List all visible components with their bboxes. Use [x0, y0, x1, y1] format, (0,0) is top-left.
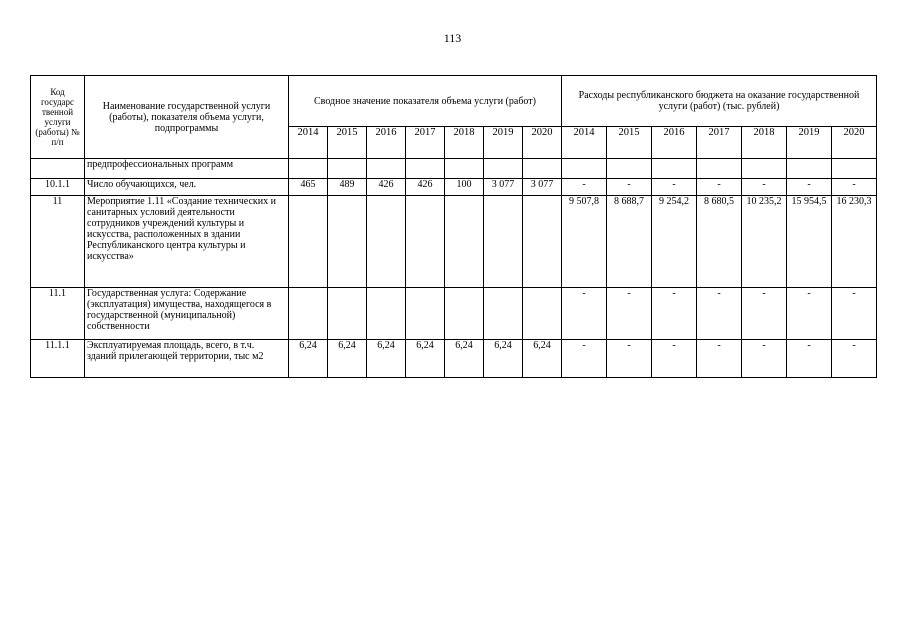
volume-year-header: 2018 [445, 127, 484, 159]
expenses-cell [607, 159, 652, 179]
expenses-year-header: 2017 [697, 127, 742, 159]
volume-cell [406, 288, 445, 340]
row-code: 11 [31, 196, 85, 288]
header-code: Код государс твенной услуги (работы) № п/п [31, 76, 85, 159]
volume-cell: 426 [406, 179, 445, 196]
volume-cell [328, 196, 367, 288]
volume-cell [289, 159, 328, 179]
expenses-cell [697, 159, 742, 179]
row-name: Государственная услуга: Содержание (эксплуатация) имущества, находящегося в государственной (муниципальной) собственности [85, 288, 289, 340]
expenses-cell: 15 954,5 [787, 196, 832, 288]
volume-cell [445, 196, 484, 288]
volume-cell: 465 [289, 179, 328, 196]
expenses-cell: - [742, 288, 787, 340]
row-code: 11.1 [31, 288, 85, 340]
volume-cell [328, 159, 367, 179]
expenses-cell: - [652, 340, 697, 378]
expenses-cell [832, 159, 877, 179]
volume-cell [289, 288, 328, 340]
expenses-cell: - [742, 340, 787, 378]
expenses-year-header: 2020 [832, 127, 877, 159]
header-expenses-group: Расходы республиканского бюджета на оказание государственной услуги (работ) (тыс. рублей) [562, 76, 877, 127]
table-row [31, 196, 877, 288]
expenses-cell: 8 688,7 [607, 196, 652, 288]
volume-cell [445, 159, 484, 179]
volume-cell [484, 159, 523, 179]
expenses-year-header: 2019 [787, 127, 832, 159]
expenses-cell [787, 159, 832, 179]
volume-year-header: 2020 [523, 127, 562, 159]
volume-year-header: 2015 [328, 127, 367, 159]
volume-cell: 426 [367, 179, 406, 196]
row-name: предпрофессиональных программ [85, 159, 289, 179]
volume-year-header: 2016 [367, 127, 406, 159]
volume-cell: 100 [445, 179, 484, 196]
expenses-cell: - [652, 288, 697, 340]
expenses-cell: - [832, 179, 877, 196]
expenses-cell: 16 230,3 [832, 196, 877, 288]
expenses-cell: - [697, 288, 742, 340]
services-table [30, 75, 877, 378]
volume-cell: 3 077 [484, 179, 523, 196]
volume-year-header: 2019 [484, 127, 523, 159]
table-row [31, 179, 877, 196]
volume-cell: 3 077 [523, 179, 562, 196]
expenses-year-header: 2018 [742, 127, 787, 159]
volume-cell [523, 196, 562, 288]
volume-cell: 6,24 [484, 340, 523, 378]
table-row [31, 340, 877, 378]
volume-cell [523, 159, 562, 179]
row-code: 10.1.1 [31, 179, 85, 196]
expenses-cell: - [787, 340, 832, 378]
volume-cell [367, 196, 406, 288]
expenses-cell: 9 254,2 [652, 196, 697, 288]
expenses-cell: - [562, 179, 607, 196]
expenses-cell: - [787, 179, 832, 196]
volume-year-header: 2014 [289, 127, 328, 159]
volume-cell [367, 159, 406, 179]
row-name: Эксплуатируемая площадь, всего, в т.ч. зданий прилегающей территории, тыс м2 [85, 340, 289, 378]
expenses-cell: 9 507,8 [562, 196, 607, 288]
expenses-cell: - [562, 288, 607, 340]
volume-cell: 6,24 [445, 340, 484, 378]
volume-cell [484, 288, 523, 340]
expenses-cell: 10 235,2 [742, 196, 787, 288]
expenses-cell: - [607, 288, 652, 340]
expenses-cell: - [832, 288, 877, 340]
volume-cell [367, 288, 406, 340]
volume-cell [406, 159, 445, 179]
volume-year-header: 2017 [406, 127, 445, 159]
volume-cell [406, 196, 445, 288]
row-name: Мероприятие 1.11 «Создание технических и санитарных условий деятельности сотрудников учреждений культуры и искусства, расположенных в здании Республиканского центра культуры и искусства» [85, 196, 289, 288]
row-code [31, 159, 85, 179]
expenses-year-header: 2016 [652, 127, 697, 159]
volume-cell [289, 196, 328, 288]
expenses-cell: - [832, 340, 877, 378]
volume-cell: 6,24 [328, 340, 367, 378]
volume-cell: 6,24 [406, 340, 445, 378]
volume-cell [328, 288, 367, 340]
expenses-cell: - [562, 340, 607, 378]
expenses-cell: - [652, 179, 697, 196]
header-name: Наименование государственной услуги (работы), показателя объема услуги, подпрограммы [85, 76, 289, 159]
volume-cell [445, 288, 484, 340]
page-number: 113 [443, 31, 462, 45]
table-row [31, 159, 877, 179]
row-code: 11.1.1 [31, 340, 85, 378]
expenses-cell [562, 159, 607, 179]
expenses-cell: - [607, 340, 652, 378]
volume-cell: 6,24 [367, 340, 406, 378]
expenses-cell: - [697, 179, 742, 196]
volume-cell: 6,24 [289, 340, 328, 378]
volume-cell: 489 [328, 179, 367, 196]
expenses-cell: - [697, 340, 742, 378]
row-name: Число обучающихся, чел. [85, 179, 289, 196]
header-row-1 [31, 76, 877, 127]
header-volume-group: Сводное значение показателя объема услуги (работ) [289, 76, 562, 127]
expenses-cell [742, 159, 787, 179]
expenses-year-header: 2014 [562, 127, 607, 159]
expenses-cell: - [742, 179, 787, 196]
expenses-cell [652, 159, 697, 179]
expenses-cell: - [787, 288, 832, 340]
volume-cell [523, 288, 562, 340]
table-row [31, 288, 877, 340]
expenses-year-header: 2015 [607, 127, 652, 159]
volume-cell [484, 196, 523, 288]
volume-cell: 6,24 [523, 340, 562, 378]
expenses-cell: 8 680,5 [697, 196, 742, 288]
expenses-cell: - [607, 179, 652, 196]
